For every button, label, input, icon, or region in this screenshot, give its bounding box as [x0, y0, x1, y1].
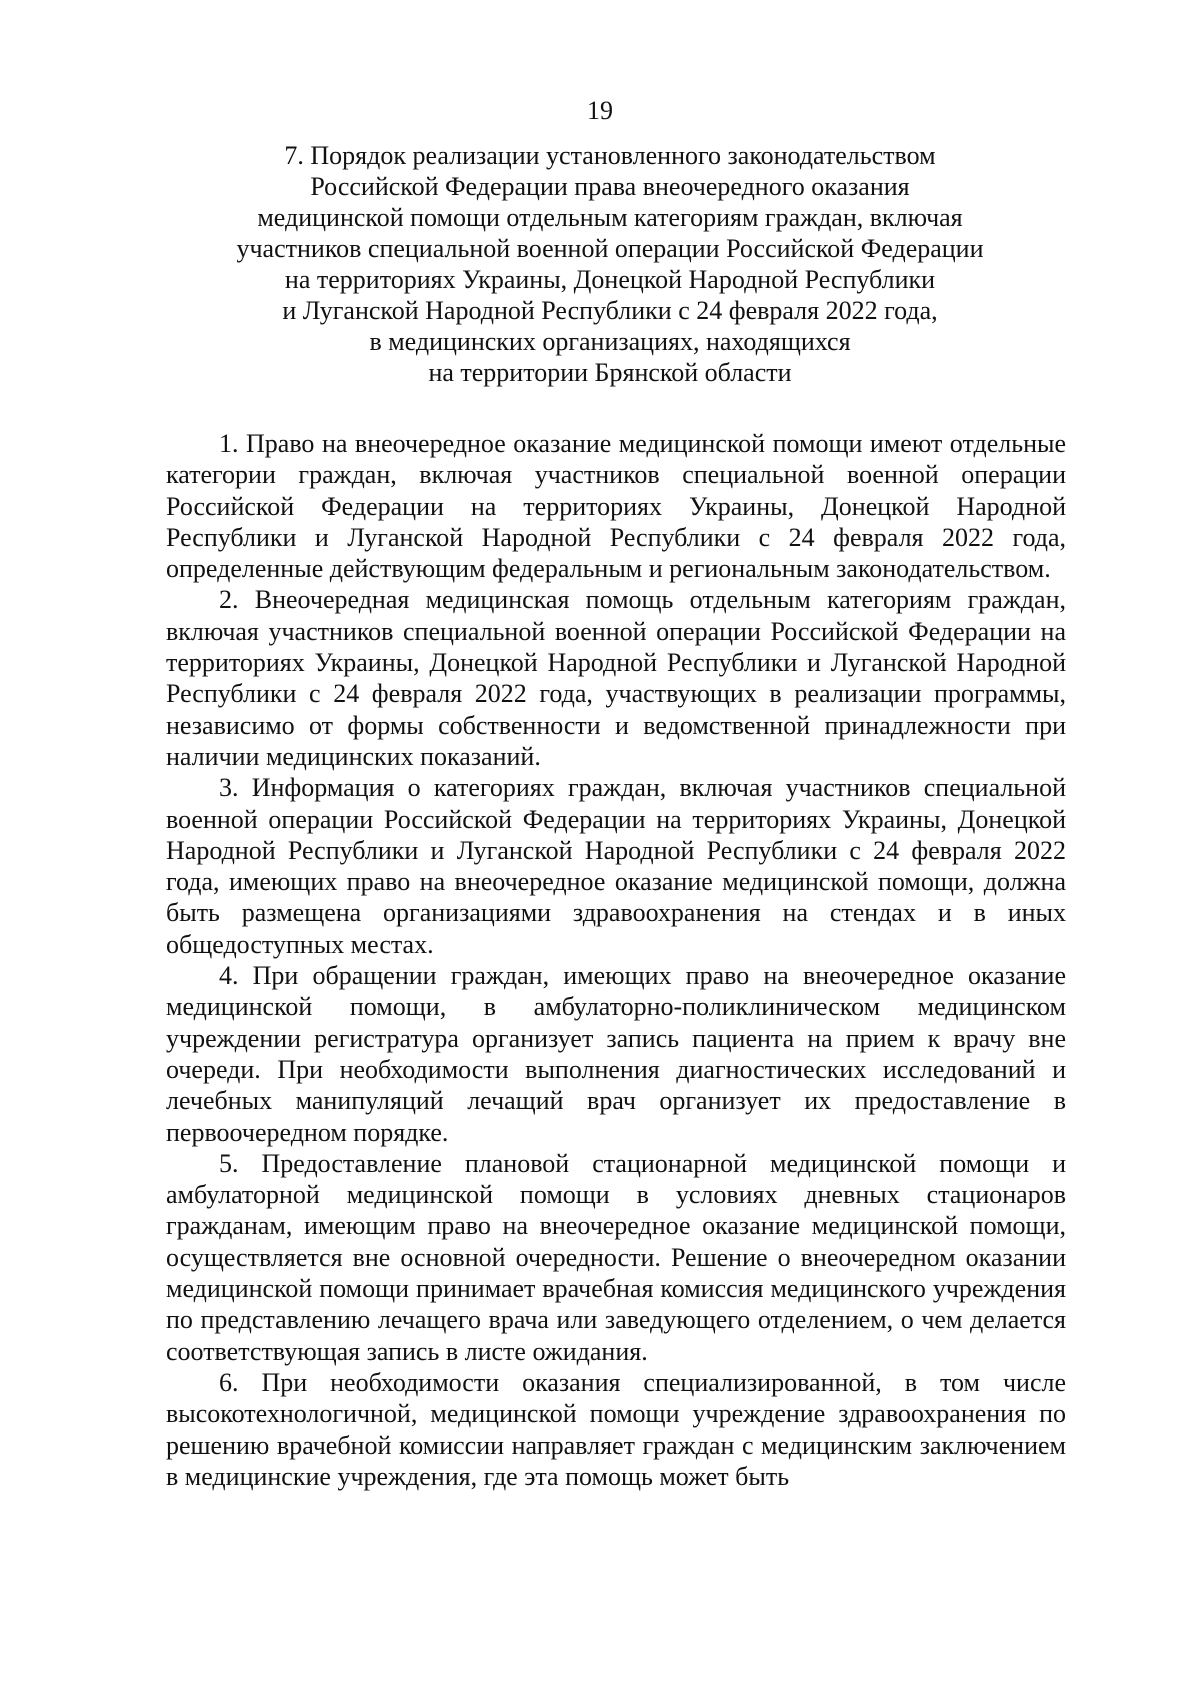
- heading-line: Российской Федерации права внеочередного оказания: [310, 172, 910, 201]
- paragraph-2: 2. Внеочередная медицинская помощь отдельным категориям граждан, включая участников специальной военной операции Российской Федерации на территориях Украины, Донецкой Народной Республики и Луганской Народной Республики с 24 февраля 2022 года, участвующих в реализации программы, независимо от формы собственности и ведомственной принадлежности при наличии медицинских показаний.: [166, 585, 1066, 771]
- heading-line: на территории Брянской области: [428, 358, 792, 387]
- page-number: 19: [587, 96, 613, 125]
- paragraph-4: 4. При обращении граждан, имеющих право на внеочередное оказание медицинской помощи, в амбулаторно-поликлиническом медицинском учреждении регистратура организует запись пациента на прием к врачу вне очереди. При необходимости выполнения диагностических исследований и лечебных манипуляций лечащий врач организует их предоставление в первоочередном порядке.: [166, 961, 1066, 1147]
- heading-line: в медицинских организациях, находящихся: [369, 327, 851, 356]
- paragraph-1: 1. Право на внеочередное оказание медицинской помощи имеют отдельные категории граждан, включая участников специальной военной операции Российской Федерации на территориях Украины, Донецкой Народной Республики и Луганской Народной Республики с 24 февраля 2022 года, определенные действующим федеральным и региональным законодательством.: [166, 429, 1066, 584]
- heading-line: на территориях Украины, Донецкой Народной Республики: [284, 265, 936, 294]
- paragraph-6: 6. При необходимости оказания специализированной, в том числе высокотехнологичной, медицинской помощи учреждение здравоохранения по решению врачебной комиссии направляет граждан с медицинским заключением в медицинские учреждения, где эта помощь может быть: [166, 1367, 1066, 1491]
- paragraph-3: 3. Информация о категориях граждан, включая участников специальной военной операции Российской Федерации на территориях Украины, Донецкой Народной Республики и Луганской Народной Республики с 24 февраля 2022 года, имеющих право на внеочередное оказание медицинской помощи, должна быть размещена организациями здравоохранения на стендах и в иных общедоступных местах.: [166, 773, 1066, 959]
- heading-line: 7. Порядок реализации установленного законодательством: [284, 141, 936, 170]
- section-heading: [160, 140, 1060, 388]
- document-body: [166, 428, 1066, 1492]
- heading-line: участников специальной военной операции Российской Федерации: [236, 234, 984, 263]
- heading-line: и Луганской Народной Республики с 24 февраля 2022 года,: [282, 296, 938, 325]
- heading-line: медицинской помощи отдельным категориям граждан, включая: [257, 203, 963, 232]
- paragraph-5: 5. Предоставление плановой стационарной медицинской помощи и амбулаторной медицинской помощи в условиях дневных стационаров гражданам, имеющим право на внеочередное оказание медицинской помощи, осуществляется вне основной очередности. Решение о внеочередном оказании медицинской помощи принимает врачебная комиссия медицинского учреждения по представлению лечащего врача или заведующего отделением, о чем делается соответствующая запись в листе ожидания.: [166, 1148, 1066, 1366]
